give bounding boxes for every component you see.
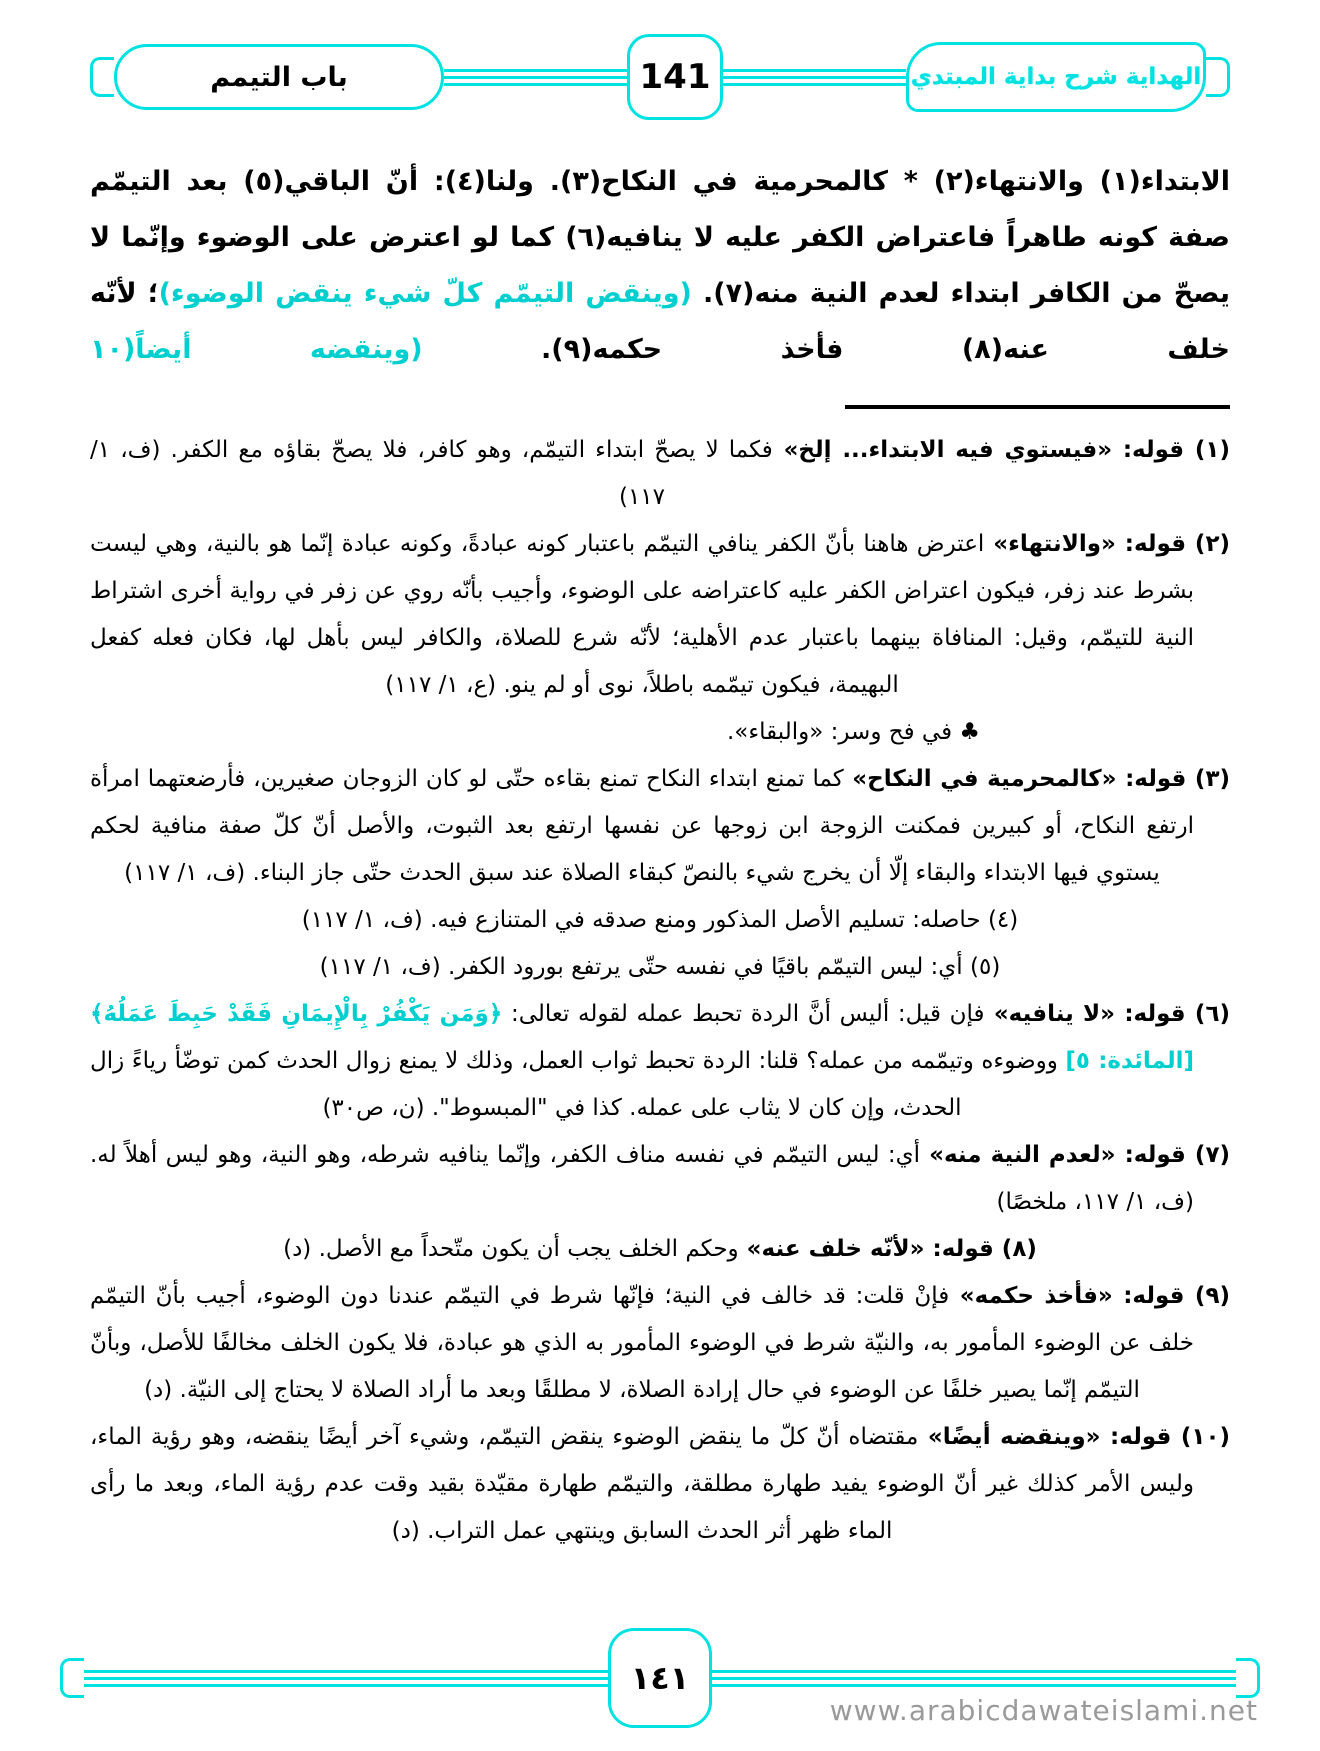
footer-rule-right <box>712 1670 1236 1687</box>
footnote-text-segment: مقتضاه أنّ كلّ ما ينقض الوضوء ينقض التيمّم، وشيء آخر أيضًا ينقضه، وهو رؤية الماء، وليس الأمر كذلك غير أنّ الوضوء يفيد طهارة مطلقة، والتيمّم طهارة مقيّدة بقيد وقت عدم رؤية الماء، وبعد ما رأى الماء ظهر أثر الحدث السابق وينتهي عمل التراب. (د) <box>90 1424 1194 1544</box>
footnote-text-segment: (١٠) قوله: «وينقضه أيضًا» <box>918 1424 1230 1450</box>
footnote-text-segment: ووضوءه وتيمّمه من عمله؟ قلنا: الردة تحبط ثواب العمل، وذلك لا يمنع زوال الحدث كمن توضّأ رياءً زال الحدث، وإن كان لا يثاب على عمله. كذا في "المبسوط". (ن، ص٣٠) <box>90 1048 1066 1121</box>
header-page-number: 141 <box>639 57 711 97</box>
footnote-text-segment: (٣) قوله: «كالمحرمية في النكاح» <box>843 766 1230 792</box>
footnote-1 <box>90 427 1230 521</box>
footnote-text-segment: (٢) قوله: «والانتهاء» <box>984 531 1230 557</box>
footnote-divider-rule <box>845 405 1230 409</box>
footnote-text-segment: (٧) قوله: «لعدم النية منه» <box>920 1142 1230 1168</box>
footnote-5 <box>90 944 1230 991</box>
footnote-text-segment: (٥) أي: ليس التيمّم باقيًا في نفسه حتّى يرتفع بورود الكفر. (ف، ١/ ١١٧) <box>319 954 1001 980</box>
footnotes-section <box>90 427 1230 1555</box>
footer-edge-ornament-right-icon <box>1236 1658 1260 1698</box>
footnote-text-segment: أي: ليس التيمّم في نفسه مناف الكفر، وإنّما ينافيه شرطه، وهو النية، وهو ليس أهلاً له. (ف، ١/ ١١٧، ملخصًا) <box>90 1142 1194 1215</box>
footnote-7 <box>90 1132 1230 1226</box>
footnote-text-segment: (٦) قوله: «لا ينافيه» <box>984 1001 1230 1027</box>
footnote-text-segment: (٤) حاصله: تسليم الأصل المذكور ومنع صدقه في المتنازع فيه. (ف، ١/ ١١٧) <box>301 907 1019 933</box>
footnote-text-segment: (٩) قوله: «فأخذ حكمه» <box>949 1283 1230 1309</box>
footer-edge-ornament-left-icon <box>60 1658 84 1698</box>
main-text-paragraph <box>90 154 1230 378</box>
footnote-text-segment: ♣ في فح وسر: «والبقاء». <box>726 719 980 745</box>
page-header <box>90 40 1230 114</box>
footnote-2 <box>90 521 1230 709</box>
footnote-6 <box>90 991 1230 1132</box>
footer-page-number: ١٤١ <box>630 1659 690 1697</box>
main-text-highlight-segment: (وينقضه أيضاً(١٠ <box>90 334 423 365</box>
chapter-title-cartouche <box>114 44 444 110</box>
chapter-title: باب التيمم <box>210 61 348 93</box>
footnote-text-segment: وحكم الخلف يجب أن يكون متّحداً مع الأصل. (د) <box>283 1236 739 1262</box>
footnote-9 <box>90 1273 1230 1414</box>
header-page-number-box <box>627 34 723 120</box>
footnote-text-segment: كما تمنع ابتداء النكاح تمنع بقاءه حتّى لو كان الزوجان صغيرين، فأرضعتهما امرأة ارتفع النكاح، أو كبيرين فمكنت الزوجة ابن زوجها عن نفسها ارتفع بعد الثبوت، والأصل أنّ كلّ صفة منافية لحكم يستوي فيها الابتداء والبقاء إلّا أن يخرج شيء بالنصّ كبقاء الصلاة عند سبق الحدث حتّى جاز البناء. (ف، ١/ ١١٧) <box>90 766 1194 886</box>
footnote-8 <box>90 1226 1230 1273</box>
footnote-text-segment: (١) قوله: «فيستوي فيه الابتداء... إلخ» <box>772 437 1230 463</box>
footer-rule-left <box>84 1670 608 1687</box>
footnote-10 <box>90 1414 1230 1555</box>
footnote-text-segment: (٨) قوله: «لأنّه خلف عنه» <box>738 1236 1037 1262</box>
footer-page-number-box <box>608 1628 712 1728</box>
header-edge-ornament-right-icon <box>1206 57 1230 97</box>
main-text-highlight-segment: (وينقض التيمّم كلّ شيء ينقض الوضوء) <box>158 278 692 309</box>
header-rule-left <box>444 69 627 86</box>
footnote-text-segment: اعترض هاهنا بأنّ الكفر ينافي التيمّم باعتبار كونه عبادةً، وكونه عبادة إنّما هو بالنية، وهي ليست بشرط عند زفر، فيكون اعتراض الكفر عليه كاعتراضه على الوضوء، وأجيب بأنّه روي عن زفر في رواية أخرى اشتراط النية للتيمّم، وقيل: المنافاة بينهما باعتبار عدم الأهلية؛ لأنّه شرع للصلاة، والكافر ليس بأهل لها، فكان فعله كفعل البهيمة، فيكون تيمّمه باطلاً، نوى أو لم ينو. (ع، ١/ ١١٧) <box>90 531 1194 698</box>
footnote-4 <box>90 897 1230 944</box>
footnote-text-segment: فإنْ قلت: قد خالف في النية؛ فإنّها شرط في التيمّم عندنا دون الوضوء، أجيب بأنّ التيمّم خلف عن الوضوء المأمور به، والنيّة شرط في الوضوء المأمور به الذي هو عبادة، فلا يكون الخلف مخالفًا للأصل، وبأنّ التيمّم إنّما يصير خلفًا عن الوضوء في حال إرادة الصلاة، لا مطلقًا وبعد ما أراد الصلاة لا يحتاج إلى النيّة. (د) <box>90 1283 1194 1403</box>
footnote-text-segment: ﴿وَمَن يَكْفُرْ بِالْإِيمَانِ فَقَدْ حَبِطَ عَمَلُهُ﴾ [المائدة: ٥] <box>90 1001 1194 1074</box>
website-watermark: www.arabicdawateislami.net <box>829 1694 1258 1727</box>
main-text-segment: ؛ لأنّه خلف عنه(٨) فأخذ حكمه(٩). <box>90 278 1231 365</box>
book-title-cartouche <box>906 42 1206 112</box>
footnote-3 <box>90 756 1230 897</box>
footnote-clover-note <box>90 709 980 756</box>
book-title: الهداية شرح بداية المبتدي <box>910 64 1202 90</box>
footnote-text-segment: فإن قيل: أليس أنَّ الردة تحبط عمله لقوله تعالى: <box>502 1001 985 1027</box>
main-text-segment: الابتداء(١) والانتهاء(٢) * كالمحرمية في النكاح(٣). ولنا(٤): أنّ الباقي(٥) بعد التيمّم صفة كونه طاهراً فاعتراض الكفر عليه لا ينافيه(٦) كما لو اعترض على الوضوء وإنّما لا يصحّ من الكافر ابتداء لعدم النية منه(٧). <box>90 166 1231 309</box>
header-edge-ornament-left-icon <box>90 57 114 97</box>
footnote-text-segment: فكما لا يصحّ ابتداء التيمّم، وهو كافر، فلا يصحّ بقاؤه مع الكفر. (ف، ١/ ١١٧) <box>90 437 773 510</box>
header-rule-right <box>723 69 906 86</box>
